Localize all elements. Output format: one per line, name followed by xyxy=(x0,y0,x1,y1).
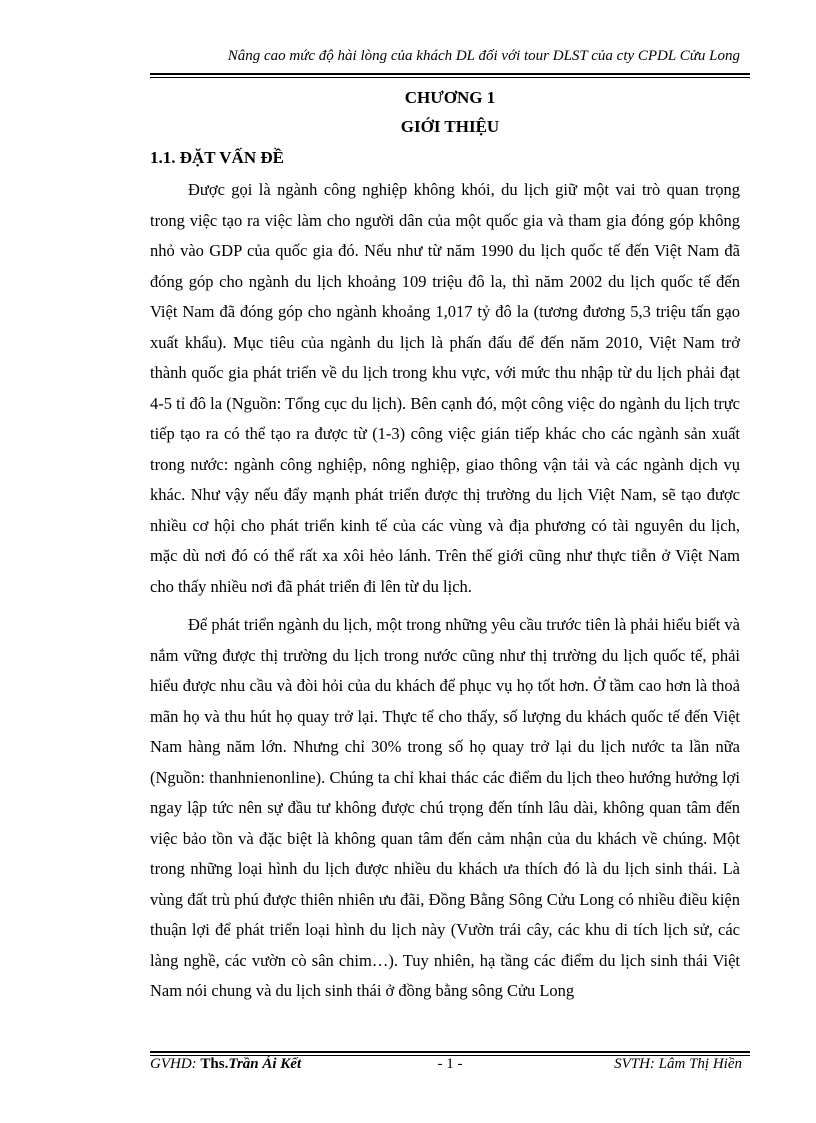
advisor-name: Trần Ái Kết xyxy=(228,1056,302,1072)
footer-rule xyxy=(150,1051,750,1053)
header-rule-thin xyxy=(150,77,750,78)
body-text xyxy=(150,175,740,1015)
student: SVTH: Lâm Thị Hiền xyxy=(614,1056,742,1072)
section-heading: 1.1. ĐẶT VẤN ĐỀ xyxy=(150,148,284,167)
chapter-title: GIỚI THIỆU xyxy=(400,117,500,136)
paragraph-2: Để phát triển ngành du lịch, một trong những yêu cầu trước tiên là phải hiểu biết và nắm vững được thị trường du lịch trong nước cũng như thị trường du lịch quốc tế, phải hiểu được nhu cầu và đòi hỏi của du khách để phục vụ họ tốt hơn. Ở tầm cao hơn là thoả mãn họ và thu hút họ quay trở lại. Thực tế cho thấy, số lượng du khách quốc tế đến Việt Nam hàng năm lớn. Nhưng chỉ 30% trong số họ quay trở lại du lịch nước ta lần nữa (Nguồn: thanhnienonline). Chúng ta chỉ khai thác các điểm du lịch theo hướng hưởng lợi ngay lập tức nên sự đầu tư không được chú trọng đến tính lâu dài, không quan tâm đến việc bảo tồn và đặc biệt là không quan tâm đến cảm nhận của du khách về chúng. Một trong những loại hình du lịch được nhiều du khách ưa thích đó là du lịch sinh thái. Là vùng đất trù phú được thiên nhiên ưu đãi, Đồng Bằng Sông Cửu Long có nhiều điều kiện thuận lợi để phát triển loại hình du lịch này (Vườn trái cây, các khu di tích lịch sử, các làng nghề, các vườn cò sân chim…). Tuy nhiên, hạ tầng các điểm du lịch sinh thái Việt Nam nói chung và du lịch sinh thái ở đồng bằng sông Cửu Long xyxy=(150,615,740,1000)
chapter-number: CHƯƠNG 1 xyxy=(404,88,496,107)
page-number: - 1 - xyxy=(437,1056,463,1072)
advisor-label: GVHD: xyxy=(150,1056,201,1072)
header-rule xyxy=(150,73,750,75)
paragraph-1: Được gọi là ngành công nghiệp không khói, du lịch giữ một vai trò quan trọng trong việc tạo ra việc làm cho người dân của một quốc gia và tham gia đóng góp không nhỏ vào GDP của quốc gia đó. Nếu như từ năm 1990 du lịch quốc tế đến Việt Nam đã đóng góp cho ngành du lịch khoảng 109 triệu đô la, thì năm 2002 du lịch quốc tế đến Việt Nam đã đóng góp cho ngành khoảng 1,017 tỷ đô la (tương đương 5,3 triệu tấn gạo xuất khẩu). Mục tiêu của ngành du lịch là phấn đấu để đến năm 2010, Việt Nam trở thành quốc gia phát triển về du lịch trong khu vực, với mức thu nhập từ du lịch phải đạt 4-5 tỉ đô la (Nguồn: Tổng cục du lịch). Bên cạnh đó, một công việc do ngành du lịch trực tiếp tạo ra có thể tạo ra được từ (1-3) công việc gián tiếp khác cho các ngành sản xuất trong nước: ngành công nghiệp, nông nghiệp, giao thông vận tải và các ngành dịch vụ khác. Như vậy nếu đẩy mạnh phát triển được thị trường du lịch Việt Nam, sẽ tạo được nhiều cơ hội cho phát triển kinh tế của các vùng và địa phương có tài nguyên du lịch, mặc dù nơi đó có thể rất xa xôi hẻo lánh. Trên thế giới cũng như thực tiễn ở Việt Nam cho thấy nhiều nơi đã phát triển đi lên từ du lịch. xyxy=(150,180,740,596)
advisor-title: Ths. xyxy=(200,1056,229,1072)
running-header: Nâng cao mức độ hài lòng của khách DL đối với tour DLST của cty CPDL Cửu Long xyxy=(227,48,740,64)
